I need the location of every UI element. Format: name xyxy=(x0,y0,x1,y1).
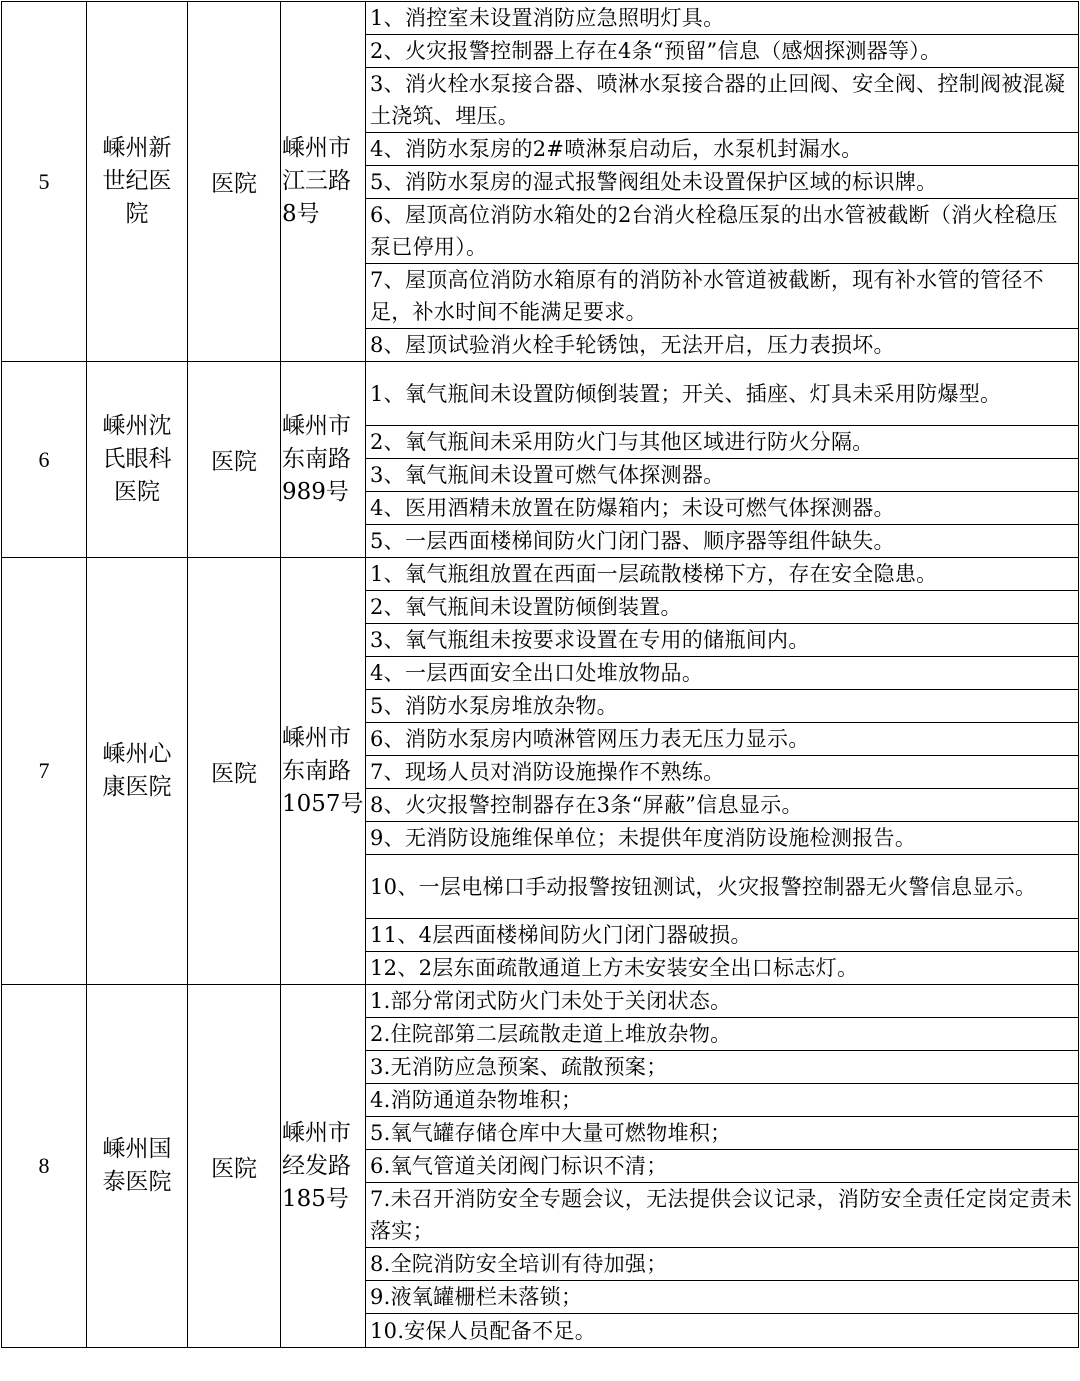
hospital-name-line: 嵊州心 xyxy=(102,741,172,767)
address-line: 嵊州市 xyxy=(282,413,351,439)
row-number: 7 xyxy=(2,558,87,985)
row-number: 6 xyxy=(2,362,87,558)
hospital-name-line: 康医院 xyxy=(102,774,172,800)
issue-item: 6.氧气管道关闭阀门标识不清； xyxy=(366,1150,1079,1183)
issue-item: 7、屋顶高位消防水箱原有的消防补水管道被截断，现有补水管的管径不足，补水时间不能满足要求。 xyxy=(366,264,1079,329)
issue-item: 8、屋顶试验消火栓手轮锈蚀，无法开启，压力表损坏。 xyxy=(366,329,1079,362)
issue-item: 2、火灾报警控制器上存在4条“预留”信息（感烟探测器等）。 xyxy=(366,35,1079,68)
hospital-name-line: 嵊州沈 xyxy=(102,413,172,439)
address-line: 嵊州市 xyxy=(282,724,351,751)
issue-item: 4、医用酒精未放置在防爆箱内；未设可燃气体探测器。 xyxy=(366,492,1079,525)
issue-item: 5、消防水泵房堆放杂物。 xyxy=(366,690,1079,723)
issue-item: 10.安保人员配备不足。 xyxy=(366,1314,1079,1348)
table-row xyxy=(2,558,1079,591)
issue-item: 10、一层电梯口手动报警按钮测试，火灾报警控制器无火警信息显示。 xyxy=(366,855,1079,919)
hospital-name xyxy=(87,362,188,558)
address-line: 嵊州市 xyxy=(282,135,351,161)
issue-item: 1.部分常闭式防火门未处于关闭状态。 xyxy=(366,985,1079,1018)
issue-item: 11、4层西面楼梯间防火门闭门器破损。 xyxy=(366,919,1079,952)
address-line: 嵊州市 xyxy=(282,1119,351,1146)
table-row xyxy=(2,2,1079,35)
issue-item: 3、氧气瓶间未设置可燃气体探测器。 xyxy=(366,459,1079,492)
facility-type: 医院 xyxy=(188,362,281,558)
issue-item: 3.无消防应急预案、疏散预案； xyxy=(366,1051,1079,1084)
address-line: 1057号 xyxy=(282,790,364,817)
address xyxy=(281,558,366,985)
issue-item: 5.氧气罐存储仓库中大量可燃物堆积； xyxy=(366,1117,1079,1150)
address-line: 185号 xyxy=(282,1185,349,1212)
hospital-name-line: 院 xyxy=(125,201,149,227)
issue-item: 4.消防通道杂物堆积； xyxy=(366,1084,1079,1117)
facility-type: 医院 xyxy=(188,985,281,1348)
issue-item: 1、氧气瓶间未设置防倾倒装置；开关、插座、灯具未采用防爆型。 xyxy=(366,362,1079,426)
address xyxy=(281,2,366,362)
table-row xyxy=(2,985,1079,1018)
address-line: 8号 xyxy=(282,201,320,227)
hospital-name xyxy=(87,985,188,1348)
row-number: 5 xyxy=(2,2,87,362)
facility-type: 医院 xyxy=(188,2,281,362)
issue-item: 8.全院消防安全培训有待加强； xyxy=(366,1248,1079,1281)
issue-item: 6、屋顶高位消防水箱处的2台消火栓稳压泵的出水管被截断（消火栓稳压泵已停用）。 xyxy=(366,199,1079,264)
address-line: 江三路 xyxy=(282,168,351,194)
hospital-name-line: 世纪医 xyxy=(102,168,172,194)
issue-item: 2.住院部第二层疏散走道上堆放杂物。 xyxy=(366,1018,1079,1051)
hospital-name-line: 医院 xyxy=(114,479,160,505)
hospital-name-line: 嵊州国 xyxy=(102,1136,172,1162)
issue-item: 6、消防水泵房内喷淋管网压力表无压力显示。 xyxy=(366,723,1079,756)
issue-item: 12、2层东面疏散通道上方未安装安全出口标志灯。 xyxy=(366,952,1079,985)
issue-item: 2、氧气瓶间未设置防倾倒装置。 xyxy=(366,591,1079,624)
issue-item: 7、现场人员对消防设施操作不熟练。 xyxy=(366,756,1079,789)
issue-item: 1、消控室未设置消防应急照明灯具。 xyxy=(366,2,1079,35)
issue-item: 9.液氧罐栅栏未落锁； xyxy=(366,1281,1079,1314)
issue-item: 4、消防水泵房的2#喷淋泵启动后，水泵机封漏水。 xyxy=(366,133,1079,166)
hospital-name xyxy=(87,558,188,985)
hospital-name-line: 嵊州新 xyxy=(102,135,172,161)
address xyxy=(281,985,366,1348)
hospital-name xyxy=(87,2,188,362)
address-line: 经发路 xyxy=(282,1152,351,1179)
address-line: 989号 xyxy=(282,479,349,505)
hospital-name-line: 泰医院 xyxy=(102,1169,172,1195)
issue-item: 1、氧气瓶组放置在西面一层疏散楼梯下方，存在安全隐患。 xyxy=(366,558,1079,591)
hospital-name-line: 氏眼科 xyxy=(102,446,172,472)
issue-item: 5、一层西面楼梯间防火门闭门器、顺序器等组件缺失。 xyxy=(366,525,1079,558)
fire-safety-issues-table xyxy=(1,1,1079,1348)
address-line: 东南路 xyxy=(282,446,351,472)
issue-item: 5、消防水泵房的湿式报警阀组处未设置保护区域的标识牌。 xyxy=(366,166,1079,199)
address-line: 东南路 xyxy=(282,757,351,784)
issue-item: 3、消火栓水泵接合器、喷淋水泵接合器的止回阀、安全阀、控制阀被混凝土浇筑、埋压。 xyxy=(366,68,1079,133)
table-body xyxy=(2,2,1079,1348)
address xyxy=(281,362,366,558)
facility-type: 医院 xyxy=(188,558,281,985)
table-row xyxy=(2,362,1079,426)
issue-item: 2、氧气瓶间未采用防火门与其他区域进行防火分隔。 xyxy=(366,426,1079,459)
issue-item: 9、无消防设施维保单位；未提供年度消防设施检测报告。 xyxy=(366,822,1079,855)
row-number: 8 xyxy=(2,985,87,1348)
issue-item: 3、氧气瓶组未按要求设置在专用的储瓶间内。 xyxy=(366,624,1079,657)
issue-item: 8、火灾报警控制器存在3条“屏蔽”信息显示。 xyxy=(366,789,1079,822)
issue-item: 4、一层西面安全出口处堆放物品。 xyxy=(366,657,1079,690)
issue-item: 7.未召开消防安全专题会议，无法提供会议记录，消防安全责任定岗定责未落实； xyxy=(366,1183,1079,1248)
